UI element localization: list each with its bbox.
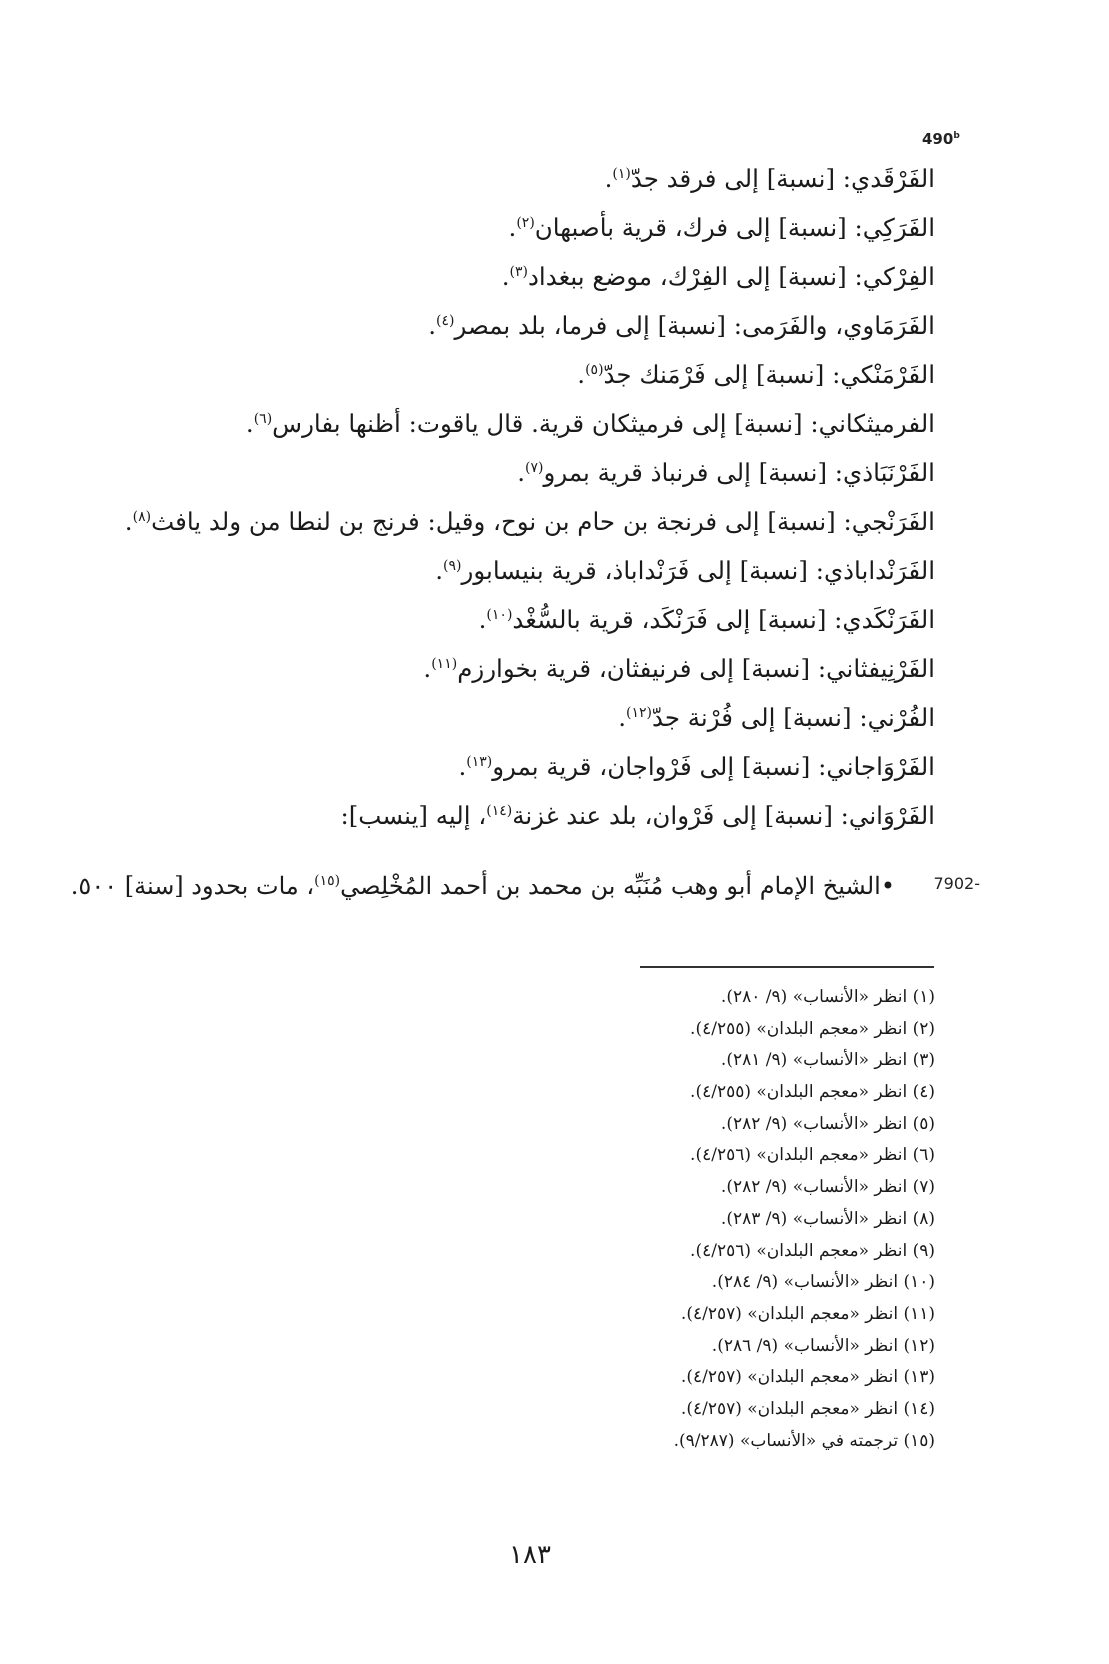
footnote: (١٣) انظر «معجم البلدان» (٤/٢٥٧). bbox=[680, 1367, 935, 1388]
footnote: (٧) انظر «الأنساب» (٩/ ٢٨٢). bbox=[720, 1177, 935, 1198]
entry-end: . bbox=[245, 409, 254, 438]
page-number: ١٨٣ bbox=[509, 1540, 551, 1570]
entry bbox=[175, 350, 935, 399]
footnote-ref[interactable]: (١٠) bbox=[486, 606, 513, 623]
entry-end: . bbox=[517, 458, 526, 487]
entry-text: الفَرَكِي: [نسبة] إلى فرك، قرية بأصبهان bbox=[534, 213, 935, 242]
entry-text: الفرميثكاني: [نسبة] إلى فرميثكان قرية. قال ياقوت: أظنها بفارس bbox=[272, 409, 935, 438]
footnote-ref[interactable]: (١٤) bbox=[486, 802, 513, 819]
footnote: (١٤) انظر «معجم البلدان» (٤/٢٥٧). bbox=[680, 1398, 935, 1419]
footnote: (٢) انظر «معجم البلدان» (٤/٢٥٥). bbox=[690, 1018, 935, 1039]
footnotes-list bbox=[335, 982, 935, 1457]
footnote: (١٠) انظر «الأنساب» (٩/ ٢٨٤). bbox=[711, 1272, 935, 1293]
footnote-ref[interactable]: (٥) bbox=[585, 361, 604, 378]
footnote: (٦) انظر «معجم البلدان» (٤/٢٥٦). bbox=[690, 1145, 935, 1166]
entry bbox=[175, 203, 935, 252]
entry-text: الفَرَمَاوي، والفَرَمى: [نسبة] إلى فرما، بلد بمصر bbox=[454, 311, 935, 340]
entry-end: ، إليه [ينسب]: bbox=[340, 801, 487, 830]
footnote: (٥) انظر «الأنساب» (٩/ ٢٨٢). bbox=[720, 1113, 935, 1134]
footnote-ref[interactable]: (٢) bbox=[516, 214, 535, 231]
entry-text: الفَرَنْداباذي: [نسبة] إلى فَرَنْداباذ، قرية بنيسابور bbox=[461, 556, 935, 585]
entry-end: . bbox=[508, 213, 517, 242]
entry-text: الفَرْنِيفثاني: [نسبة] إلى فرنيفثان، قرية بخوارزم bbox=[457, 654, 935, 683]
footnote-ref[interactable]: (٤) bbox=[436, 312, 455, 329]
person-text-line bbox=[71, 862, 895, 911]
entry-end: . bbox=[618, 703, 626, 732]
entry bbox=[124, 497, 935, 546]
footnote: (١) انظر «الأنساب» (٩/ ٢٨٠). bbox=[720, 987, 935, 1007]
entry-text: الفِرْكي: [نسبة] إلى الفِرْك، موضع ببغداد bbox=[528, 262, 935, 291]
footnote-ref[interactable]: (٨) bbox=[132, 508, 152, 525]
footnote: (٨) انظر «الأنساب» (٩/ ٢٨٣). bbox=[720, 1208, 935, 1229]
folio-number: 490 bbox=[922, 130, 954, 148]
footnote-ref[interactable]: (١٥) bbox=[314, 873, 341, 889]
footnote-ref[interactable]: (٣) bbox=[509, 263, 528, 280]
footnote-ref[interactable]: (٩) bbox=[443, 557, 462, 574]
entry-end: . bbox=[501, 262, 510, 291]
entries-list bbox=[124, 154, 935, 840]
entry bbox=[175, 301, 935, 350]
footnote-ref[interactable]: (٧) bbox=[525, 459, 544, 476]
entry-text: الفَرَنْجي: [نسبة] إلى فرنجة بن حام بن نوح، وقيل: فرنج بن لنطا من ولد يافث bbox=[151, 507, 935, 536]
entry-end: . bbox=[577, 360, 586, 389]
entry-text: الفَرَنْكَدي: [نسبة] إلى فَرَنْكَد، قرية بالسُّغْد bbox=[512, 605, 935, 634]
entry bbox=[175, 791, 935, 840]
footnote: (٩) انظر «معجم البلدان» (٤/٢٥٦). bbox=[690, 1240, 935, 1261]
entry-end: . bbox=[604, 164, 613, 193]
entry bbox=[175, 595, 935, 644]
person-end: ، مات بحدود [سنة] ٥٠٠. bbox=[70, 872, 315, 900]
entry bbox=[175, 546, 935, 595]
entry-end: . bbox=[478, 605, 487, 634]
folio-marker bbox=[922, 130, 960, 148]
entry-text: الفَرْوَاني: [نسبة] إلى فَرْوان، بلد عند غزنة bbox=[512, 801, 935, 830]
person-text: •الشيخ الإمام أبو وهب مُنَبِّه بن محمد بن أحمد المُخْلِصي bbox=[340, 872, 895, 900]
footnote-ref[interactable]: (١) bbox=[612, 165, 631, 182]
entry bbox=[175, 742, 935, 791]
entry-end: . bbox=[435, 556, 444, 585]
entry-text: الفَرْنَبَاذي: [نسبة] إلى فرنباذ قرية بمرو bbox=[543, 458, 935, 487]
entry bbox=[175, 154, 935, 203]
footnote-ref[interactable]: (١١) bbox=[431, 655, 458, 672]
entry-text: الفَرْقَدي: [نسبة] إلى فرقد جدّ bbox=[630, 164, 935, 193]
entry-text: الفَرْوَاجاني: [نسبة] إلى فَرْواجان، قرية بمرو bbox=[492, 752, 935, 781]
entry-end: . bbox=[423, 654, 432, 683]
person-entry bbox=[70, 862, 990, 911]
person-number: 7902- bbox=[933, 874, 980, 893]
footnote: (٣) انظر «الأنساب» (٩/ ٢٨١). bbox=[720, 1050, 935, 1071]
folio-side: b bbox=[953, 131, 960, 141]
entry bbox=[175, 644, 935, 693]
entry-end: . bbox=[124, 507, 133, 536]
footnote: (١٢) انظر «الأنساب» (٩/ ٢٨٦). bbox=[711, 1335, 935, 1356]
footnote: (١٥) ترجمته في «الأنساب» (٩/٢٨٧). bbox=[673, 1430, 935, 1451]
footnote: (٤) انظر «معجم البلدان» (٤/٢٥٥). bbox=[690, 1082, 935, 1103]
footnote-ref[interactable]: (٦) bbox=[253, 410, 273, 427]
entry-text: الفُرْني: [نسبة] إلى فُرْنة جدّ bbox=[651, 703, 935, 732]
footnote: (١١) انظر «معجم البلدان» (٤/٢٥٧). bbox=[680, 1303, 935, 1324]
footnote-divider bbox=[640, 966, 934, 968]
entry-end: . bbox=[428, 311, 437, 340]
entry bbox=[175, 399, 935, 448]
footnote-ref[interactable]: (١٢) bbox=[625, 704, 652, 721]
entry-text: الفَرْمَنْكي: [نسبة] إلى فَرْمَنك جدّ bbox=[603, 360, 935, 389]
entry bbox=[175, 252, 935, 301]
footnote-ref[interactable]: (١٣) bbox=[466, 753, 493, 770]
entry-end: . bbox=[458, 752, 467, 781]
entry bbox=[175, 693, 935, 742]
entry bbox=[175, 448, 935, 497]
